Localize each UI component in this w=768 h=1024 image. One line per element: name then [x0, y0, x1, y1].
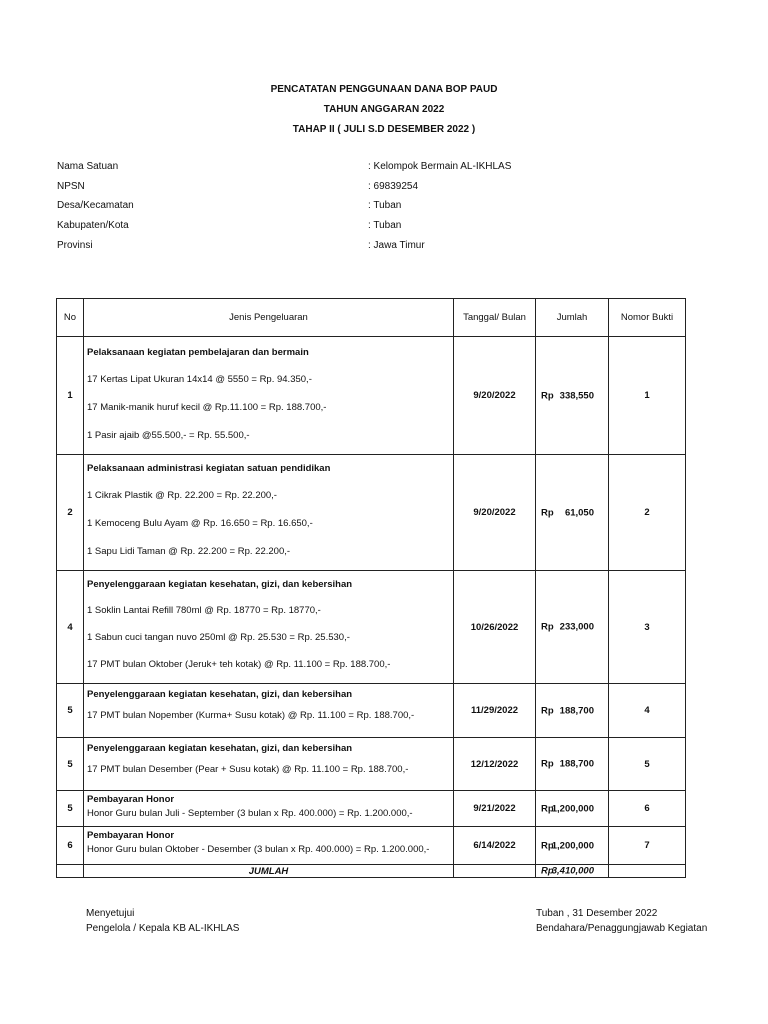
- currency-label: Rp: [541, 758, 554, 770]
- row-no: 2: [57, 455, 84, 571]
- table-row: [57, 684, 686, 738]
- row-title: Pembayaran Honor: [87, 794, 175, 805]
- place-date: Tuban , 31 Desember 2022: [536, 908, 658, 919]
- currency-label: Rp: [541, 507, 554, 518]
- row-description: [84, 571, 454, 684]
- total-empty-cell: [609, 865, 686, 878]
- info-label: Provinsi: [57, 240, 93, 251]
- amount-value: 188,700: [559, 758, 594, 770]
- stage-period: TAHAP II ( JULI S.D DESEMBER 2022 ): [292, 124, 476, 135]
- row-proof: 2: [609, 455, 686, 571]
- row-proof: 5: [609, 738, 686, 791]
- treasurer-block: [536, 906, 707, 936]
- row-description: [84, 455, 454, 571]
- total-label: JUMLAH: [84, 865, 454, 878]
- currency-label: Rp: [541, 621, 554, 633]
- total-value: 3,410,000: [551, 865, 594, 877]
- currency-label: Rp: [541, 390, 554, 401]
- amount-value: 1,200,000: [551, 803, 594, 814]
- row-date: 11/29/2022: [454, 684, 536, 738]
- info-label: Kabupaten/Kota: [57, 220, 129, 231]
- table-row: [57, 571, 686, 684]
- row-description: [84, 791, 454, 827]
- fiscal-year: TAHUN ANGGARAN 2022: [323, 104, 445, 115]
- amount-value: 1,200,000: [551, 840, 594, 851]
- row-line: Honor Guru bulan Juli - September (3 bulan x Rp. 400.000) = Rp. 1.200.000,-: [87, 808, 413, 819]
- header-no: No: [57, 299, 84, 337]
- total-empty-cell: [454, 865, 536, 878]
- row-line: 1 Soklin Lantai Refill 780ml @ Rp. 18770 = Rp. 18770,-: [87, 605, 321, 616]
- header-description: Jenis Pengeluaran: [84, 299, 454, 337]
- row-proof: 6: [609, 791, 686, 827]
- row-description: [84, 827, 454, 865]
- row-proof: 3: [609, 571, 686, 684]
- amount-value: 188,700: [559, 705, 594, 716]
- row-date: 10/26/2022: [454, 571, 536, 684]
- row-no: 5: [57, 791, 84, 827]
- info-value: : Jawa Timur: [368, 240, 425, 251]
- table-row: [57, 337, 686, 455]
- row-title: Pelaksanaan kegiatan pembelajaran dan bermain: [87, 347, 309, 358]
- row-title: Pelaksanaan administrasi kegiatan satuan pendidikan: [87, 463, 331, 474]
- row-line: 17 Kertas Lipat Ukuran 14x14 @ 5550 = Rp. 94.350,-: [87, 374, 312, 385]
- row-line: 17 PMT bulan Nopember (Kurma+ Susu kotak) @ Rp. 11.100 = Rp. 188.700,-: [87, 710, 415, 721]
- row-title: Pembayaran Honor: [87, 830, 175, 841]
- total-row: [57, 865, 686, 878]
- info-label: NPSN: [57, 181, 85, 192]
- row-line: 17 PMT bulan Desember (Pear + Susu kotak) @ Rp. 11.100 = Rp. 188.700,-: [87, 764, 409, 775]
- table-row: [57, 455, 686, 571]
- row-title: Penyelenggaraan kegiatan kesehatan, gizi, dan kebersihan: [87, 743, 353, 754]
- row-date: 9/21/2022: [454, 791, 536, 827]
- table-row: [57, 738, 686, 791]
- row-line: 17 Manik-manik huruf kecil @ Rp.11.100 = Rp. 188.700,-: [87, 402, 327, 413]
- row-no: 1: [57, 337, 84, 455]
- table-header-row: [57, 299, 686, 337]
- expense-table: [56, 298, 686, 878]
- total-amount: [536, 865, 609, 878]
- row-date: 6/14/2022: [454, 827, 536, 865]
- row-title: Penyelenggaraan kegiatan kesehatan, gizi, dan kebersihan: [87, 579, 353, 590]
- header-proof-number: Nomor Bukti: [609, 299, 686, 337]
- header-date: Tanggal/ Bulan: [454, 299, 536, 337]
- row-amount: [536, 738, 609, 791]
- row-no: 4: [57, 571, 84, 684]
- treasurer-title: Bendahara/Penaggungjawab Kegiatan: [536, 923, 708, 934]
- header-amount: Jumlah: [536, 299, 609, 337]
- approval-label: Menyetujui: [86, 908, 135, 919]
- row-date: 9/20/2022: [454, 455, 536, 571]
- row-description: [84, 337, 454, 455]
- row-proof: 1: [609, 337, 686, 455]
- row-description: [84, 738, 454, 791]
- row-amount: [536, 684, 609, 738]
- currency-label: Rp: [541, 840, 554, 851]
- row-line: 17 PMT bulan Oktober (Jeruk+ teh kotak) @ Rp. 11.100 = Rp. 188.700,-: [87, 659, 391, 670]
- row-description: [84, 684, 454, 738]
- total-empty-cell: [57, 865, 84, 878]
- row-no: 5: [57, 738, 84, 791]
- row-title: Penyelenggaraan kegiatan kesehatan, gizi, dan kebersihan: [87, 689, 353, 700]
- info-value: : 69839254: [368, 181, 419, 192]
- row-line: 1 Sapu Lidi Taman @ Rp. 22.200 = Rp. 22.200,-: [87, 546, 291, 557]
- currency-label: Rp: [541, 705, 554, 716]
- row-line: 1 Kemoceng Bulu Ayam @ Rp. 16.650 = Rp. 16.650,-: [87, 518, 313, 529]
- row-no: 6: [57, 827, 84, 865]
- info-value: : Tuban: [368, 200, 402, 211]
- row-amount: [536, 571, 609, 684]
- approval-block: [86, 906, 239, 936]
- row-proof: 4: [609, 684, 686, 738]
- row-line: 1 Cikrak Plastik @ Rp. 22.200 = Rp. 22.200,-: [87, 490, 277, 501]
- row-date: 12/12/2022: [454, 738, 536, 791]
- currency-label: Rp: [541, 865, 554, 877]
- row-amount: [536, 791, 609, 827]
- row-amount: [536, 455, 609, 571]
- row-proof: 7: [609, 827, 686, 865]
- info-label: Nama Satuan: [57, 161, 119, 172]
- approver-title: Pengelola / Kepala KB AL-IKHLAS: [86, 923, 240, 934]
- row-date: 9/20/2022: [454, 337, 536, 455]
- info-label: Desa/Kecamatan: [57, 200, 134, 211]
- table-row: [57, 791, 686, 827]
- info-value: : Tuban: [368, 220, 402, 231]
- row-amount: [536, 337, 609, 455]
- row-amount: [536, 827, 609, 865]
- amount-value: 233,000: [559, 621, 594, 633]
- row-line: 1 Sabun cuci tangan nuvo 250ml @ Rp. 25.530 = Rp. 25.530,-: [87, 632, 350, 643]
- table-row: [57, 827, 686, 865]
- amount-value: 338,550: [559, 390, 594, 401]
- amount-value: 61,050: [564, 507, 594, 518]
- row-line: Honor Guru bulan Oktober - Desember (3 bulan x Rp. 400.000) = Rp. 1.200.000,-: [87, 844, 430, 855]
- row-no: 5: [57, 684, 84, 738]
- row-line: 1 Pasir ajaib @55.500,- = Rp. 55.500,-: [87, 430, 250, 441]
- currency-label: Rp: [541, 803, 554, 814]
- info-value: : Kelompok Bermain AL-IKHLAS: [368, 161, 512, 172]
- document-title: PENCATATAN PENGGUNAAN DANA BOP PAUD: [270, 84, 498, 95]
